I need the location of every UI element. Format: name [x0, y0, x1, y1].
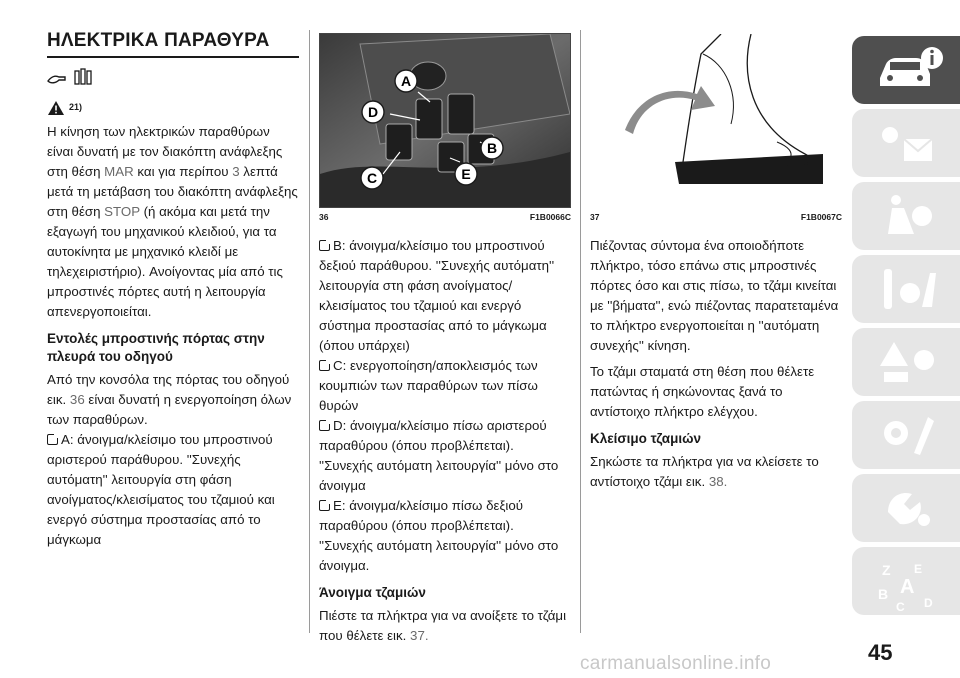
hand-press-icon [47, 69, 69, 85]
window-switch-icon [73, 68, 95, 86]
figure-37-caption [590, 212, 842, 222]
window-close-heading: Κλείσιμο τζαμιών [590, 431, 701, 446]
column-3-text [590, 236, 842, 492]
column-1 [47, 30, 299, 550]
key-icon [874, 263, 946, 315]
svg-text:D: D [924, 596, 933, 610]
callout-e [455, 163, 477, 185]
chapter-tab-multimedia[interactable] [852, 474, 960, 542]
column-divider-1 [309, 30, 310, 633]
chapter-tab-lights[interactable] [852, 109, 960, 177]
warning-triangle-icon [47, 100, 65, 116]
svg-text:A: A [900, 576, 915, 598]
door-panel-illustration [320, 34, 570, 207]
bullet-icon [319, 360, 330, 371]
figure-37-number: 37 [590, 212, 600, 222]
car-info-icon [874, 44, 946, 96]
svg-text:B: B [486, 140, 498, 156]
column-2-text [319, 236, 571, 646]
chapter-tab-starting[interactable] [852, 255, 960, 323]
callout-b [481, 137, 503, 159]
page-title: ΗΛΕΚΤΡΙΚΑ ΠΑΡΑΘΥΡΑ [47, 30, 270, 51]
column-divider-2 [580, 30, 581, 633]
chapter-tab-vehicle-info[interactable] [852, 36, 960, 104]
settings-wrench-icon [874, 482, 946, 534]
callout-c [361, 167, 383, 189]
chapter-tab-index[interactable] [852, 547, 960, 615]
item-b: B: άνοιγμα/κλείσιμο του μπροστινού δεξιού παράθυρου. ''Συνεχής αυτόματη'' λειτουργία στη φάση ανοίγματος/κλεισίματος του τζαμιού και ενεργό σύστημα προστασίας από το μάγκωμα (όπου υπάρχει) [319, 238, 555, 353]
window-open-heading: Άνοιγμα τζαμιών [319, 585, 426, 600]
symbol-row [47, 64, 299, 90]
airbag-icon [874, 190, 946, 242]
alphabet-index-icon [874, 555, 946, 615]
svg-text:A: A [400, 73, 412, 89]
svg-text:Z: Z [882, 562, 891, 578]
figure-37-switch-illustration [590, 33, 842, 208]
bullet-icon [319, 420, 330, 431]
bullet-icon [319, 240, 330, 251]
watermark: carmanualsonline.info [580, 653, 772, 674]
bullet-icon [319, 500, 330, 511]
window-close-paragraph: Σηκώστε τα πλήκτρα για να κλείσετε το αντίστοιχο τζάμι εικ. 38. [590, 454, 819, 489]
figure-36-caption [319, 212, 571, 222]
lights-warning-icon [874, 117, 946, 169]
svg-text:C: C [896, 600, 905, 614]
item-d: D: άνοιγμα/κλείσιμο πίσω αριστερού παραθύρου (όπου προβλέπεται). ''Συνεχής αυτόματη λειτουργία'' μόνο στο άνοιγμα [319, 418, 559, 493]
svg-text:D: D [367, 104, 379, 120]
figure-36-code: F1B0066C [529, 212, 571, 222]
chapter-tab-safety[interactable] [852, 182, 960, 250]
callout-a [395, 70, 417, 92]
figure-37-code: F1B0067C [800, 212, 842, 222]
chapter-tab-instruments[interactable] [852, 328, 960, 396]
warning-note [47, 94, 299, 116]
driver-door-heading: Εντολές μπροστινής πόρτας στην πλευρά του οδηγού [47, 331, 265, 364]
warning-lights-icon [874, 336, 946, 388]
item-a: A: άνοιγμα/κλείσιμο του μπροστινού αριστερού παράθυρου. ''Συνεχής αυτόματη'' λειτουργία στη φάση ανοίγματος/κλεισίματος του τζαμιού και ενεργό σύστημα προστασίας από το μάγκωμα [47, 432, 275, 547]
callout-d [362, 101, 384, 123]
title-rule [47, 56, 299, 58]
figure-36-door-panel [319, 33, 571, 208]
item-e: E: άνοιγμα/κλείσιμο πίσω δεξιού παραθύρου (όπου προβλέπεται). ''Συνεχής αυτόματη λειτουργία'' μόνο στο άνοιγμα. [319, 498, 559, 573]
bullet-icon [47, 434, 58, 445]
chapter-tab-maintenance[interactable] [852, 401, 960, 469]
svg-text:C: C [366, 170, 378, 186]
svg-text:E: E [461, 166, 471, 182]
item-c: C: ενεργοποίηση/αποκλεισμός των κουμπιών των παραθύρων των πίσω θυρών [319, 358, 538, 413]
svg-text:E: E [914, 562, 923, 576]
svg-text:B: B [878, 586, 889, 602]
stop-paragraph: Το τζάμι σταματά στη θέση που θέλετε πατώντας ή σηκώνοντας ξανά το αντίστοιχο πλήκτρο ελέγχου. [590, 364, 815, 419]
figure-36-number: 36 [319, 212, 329, 222]
window-open-paragraph: Πιέστε τα πλήκτρα για να ανοίξετε το τζάμι που θέλετε εικ. 37. [319, 608, 567, 643]
gear-icon [874, 409, 946, 461]
warning-reference: 21) [69, 102, 83, 112]
finger-press-illustration [591, 34, 843, 209]
step-press-paragraph: Πιέζοντας σύντομα ένα οποιοδήποτε πλήκτρο, τόσο επάνω στις μπροστινές πόρτες όσο και στις πίσω, το τζάμι κινείται με ''βήματα'', ενώ πιέζοντας παρατεταμένα το πλήκτρο ενεργοποιείται η ''αυτόματη συνεχής'' κίνηση. [590, 238, 839, 353]
intro-paragraph: Η κίνηση των ηλεκτρικών παραθύρων είναι δυνατή με τον διακόπτη ανάφλεξης στη θέση MAR και για περίπου 3 λεπτά μετά τη μετάβαση του διακόπτη ανάφλεξης στη θέση STOP (ή ακόμα και μετά την εξαγωγή του μηχανικού κλειδιού, για τα αυτοκίνητα με μηχανικό κλειδί με τηλεχειριστήριο). Ανοίγοντας μία από τις μπροστινές πόρτες αυτή η λειτουργία απενεργοποιείται. [47, 124, 298, 319]
page-number: 45 [868, 640, 893, 665]
driver-door-paragraph: Από την κονσόλα της πόρτας του οδηγού εικ. 36 είναι δυνατή η ενεργοποίηση όλων των παραθύρων. [47, 372, 292, 427]
